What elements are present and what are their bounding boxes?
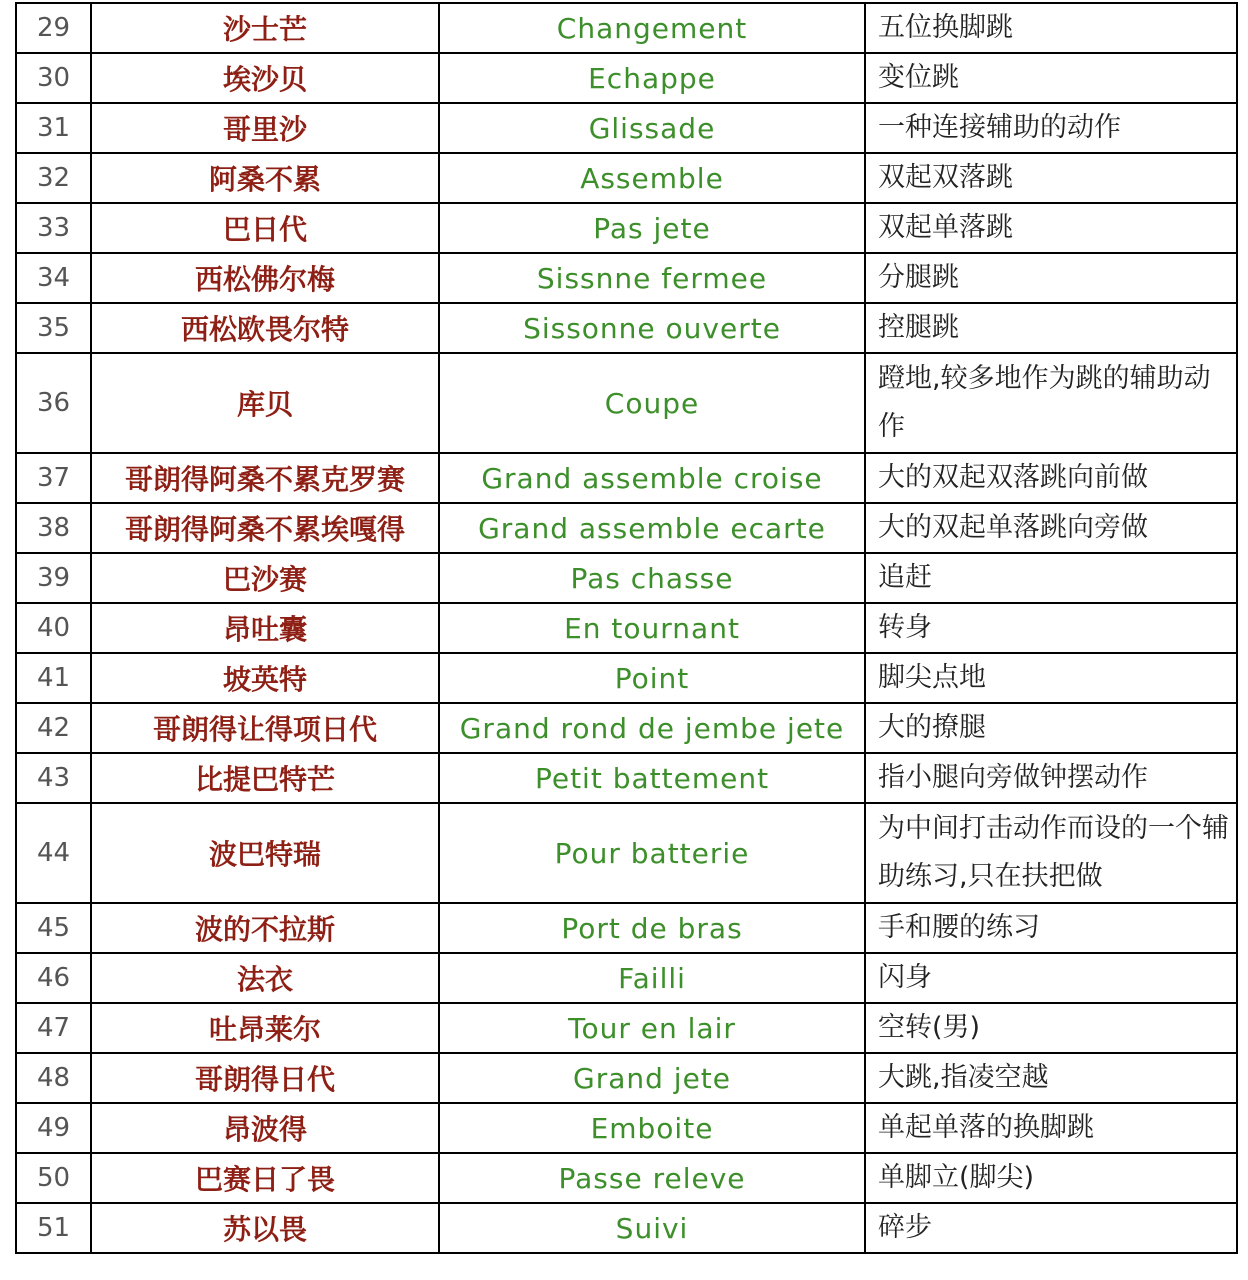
chinese-description: 追赶: [865, 553, 1237, 603]
table-row: [16, 703, 1237, 753]
chinese-transliteration: 巴日代: [91, 203, 439, 253]
chinese-description: 脚尖点地: [865, 653, 1237, 703]
row-number: 49: [16, 1103, 91, 1153]
french-term: Coupe: [439, 353, 865, 453]
table-row: [16, 553, 1237, 603]
row-number: 37: [16, 453, 91, 503]
chinese-description: 五位换脚跳: [865, 3, 1237, 53]
row-number: 33: [16, 203, 91, 253]
chinese-transliteration: 巴赛日了畏: [91, 1153, 439, 1203]
french-term: Suivi: [439, 1203, 865, 1253]
row-number: 34: [16, 253, 91, 303]
chinese-description: 为中间打击动作而设的一个辅助练习,只在扶把做: [865, 803, 1237, 903]
chinese-description: 大的撩腿: [865, 703, 1237, 753]
chinese-transliteration: 哥朗得日代: [91, 1053, 439, 1103]
chinese-description: 单脚立(脚尖): [865, 1153, 1237, 1203]
ballet-terms-table: [15, 2, 1238, 1254]
french-term: Sissnne fermee: [439, 253, 865, 303]
row-number: 44: [16, 803, 91, 903]
chinese-transliteration: 西松欧畏尔特: [91, 303, 439, 353]
table-row: [16, 1053, 1237, 1103]
chinese-description: 空转(男): [865, 1003, 1237, 1053]
chinese-transliteration: 哥朗得阿桑不累埃嘎得: [91, 503, 439, 553]
table-row: [16, 353, 1237, 453]
row-number: 48: [16, 1053, 91, 1103]
french-term: Grand jete: [439, 1053, 865, 1103]
row-number: 32: [16, 153, 91, 203]
table-row: [16, 453, 1237, 503]
chinese-transliteration: 埃沙贝: [91, 53, 439, 103]
chinese-description: 蹬地,较多地作为跳的辅助动作: [865, 353, 1237, 453]
french-term: Emboite: [439, 1103, 865, 1153]
table-row: [16, 203, 1237, 253]
table-row: [16, 1203, 1237, 1253]
french-term: Grand assemble croise: [439, 453, 865, 503]
table-row: [16, 1153, 1237, 1203]
row-number: 51: [16, 1203, 91, 1253]
chinese-description: 双起单落跳: [865, 203, 1237, 253]
chinese-transliteration: 西松佛尔梅: [91, 253, 439, 303]
chinese-transliteration: 哥朗得让得项日代: [91, 703, 439, 753]
table-row: [16, 753, 1237, 803]
french-term: Passe releve: [439, 1153, 865, 1203]
french-term: Glissade: [439, 103, 865, 153]
french-term: Sissonne ouverte: [439, 303, 865, 353]
table-row: [16, 3, 1237, 53]
chinese-description: 变位跳: [865, 53, 1237, 103]
chinese-description: 控腿跳: [865, 303, 1237, 353]
table-row: [16, 103, 1237, 153]
table-row: [16, 953, 1237, 1003]
ballet-terms-table-container: [15, 2, 1236, 1254]
chinese-transliteration: 波的不拉斯: [91, 903, 439, 953]
chinese-description: 闪身: [865, 953, 1237, 1003]
french-term: Pour batterie: [439, 803, 865, 903]
french-term: Pas jete: [439, 203, 865, 253]
french-term: Grand rond de jembe jete: [439, 703, 865, 753]
french-term: Pas chasse: [439, 553, 865, 603]
chinese-transliteration: 苏以畏: [91, 1203, 439, 1253]
chinese-transliteration: 比提巴特芒: [91, 753, 439, 803]
french-term: En tournant: [439, 603, 865, 653]
chinese-description: 一种连接辅助的动作: [865, 103, 1237, 153]
chinese-transliteration: 吐昂莱尔: [91, 1003, 439, 1053]
chinese-description: 碎步: [865, 1203, 1237, 1253]
french-term: Echappe: [439, 53, 865, 103]
chinese-description: 转身: [865, 603, 1237, 653]
chinese-description: 大跳,指凌空越: [865, 1053, 1237, 1103]
chinese-transliteration: 波巴特瑞: [91, 803, 439, 903]
chinese-transliteration: 哥朗得阿桑不累克罗赛: [91, 453, 439, 503]
french-term: Point: [439, 653, 865, 703]
table-row: [16, 1103, 1237, 1153]
chinese-transliteration: 昂波得: [91, 1103, 439, 1153]
chinese-description: 分腿跳: [865, 253, 1237, 303]
row-number: 43: [16, 753, 91, 803]
french-term: Port de bras: [439, 903, 865, 953]
chinese-transliteration: 库贝: [91, 353, 439, 453]
chinese-description: 大的双起双落跳向前做: [865, 453, 1237, 503]
table-row: [16, 803, 1237, 903]
french-term: Petit battement: [439, 753, 865, 803]
row-number: 46: [16, 953, 91, 1003]
chinese-transliteration: 巴沙赛: [91, 553, 439, 603]
table-row: [16, 653, 1237, 703]
row-number: 50: [16, 1153, 91, 1203]
row-number: 38: [16, 503, 91, 553]
table-row: [16, 903, 1237, 953]
table-row: [16, 53, 1237, 103]
row-number: 41: [16, 653, 91, 703]
chinese-transliteration: 哥里沙: [91, 103, 439, 153]
chinese-transliteration: 阿桑不累: [91, 153, 439, 203]
table-row: [16, 1003, 1237, 1053]
row-number: 39: [16, 553, 91, 603]
chinese-description: 大的双起单落跳向旁做: [865, 503, 1237, 553]
french-term: Assemble: [439, 153, 865, 203]
chinese-transliteration: 法衣: [91, 953, 439, 1003]
chinese-description: 指小腿向旁做钟摆动作: [865, 753, 1237, 803]
row-number: 36: [16, 353, 91, 453]
row-number: 40: [16, 603, 91, 653]
table-row: [16, 253, 1237, 303]
row-number: 47: [16, 1003, 91, 1053]
chinese-description: 单起单落的换脚跳: [865, 1103, 1237, 1153]
chinese-transliteration: 昂吐囊: [91, 603, 439, 653]
french-term: Changement: [439, 3, 865, 53]
chinese-description: 双起双落跳: [865, 153, 1237, 203]
row-number: 29: [16, 3, 91, 53]
table-row: [16, 153, 1237, 203]
row-number: 31: [16, 103, 91, 153]
french-term: Tour en lair: [439, 1003, 865, 1053]
table-row: [16, 503, 1237, 553]
table-row: [16, 303, 1237, 353]
french-term: Failli: [439, 953, 865, 1003]
chinese-transliteration: 沙士芒: [91, 3, 439, 53]
table-row: [16, 603, 1237, 653]
chinese-description: 手和腰的练习: [865, 903, 1237, 953]
row-number: 45: [16, 903, 91, 953]
row-number: 35: [16, 303, 91, 353]
row-number: 42: [16, 703, 91, 753]
chinese-transliteration: 坡英特: [91, 653, 439, 703]
french-term: Grand assemble ecarte: [439, 503, 865, 553]
row-number: 30: [16, 53, 91, 103]
